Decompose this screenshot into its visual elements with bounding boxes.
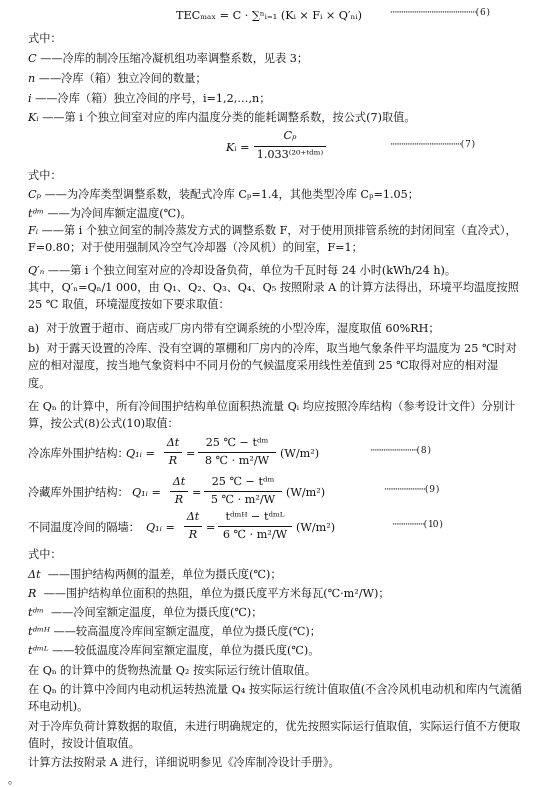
definition-fi	[28, 222, 520, 257]
equation-10-fraction-2-numerator: tᵈᵐᴴ − tᵈᵐᴸ	[225, 510, 285, 523]
equation-8-lhs: Q₁ᵢ =	[126, 447, 155, 460]
paragraph-q1: 在 Qₙ 的计算中，所有冷间围护结构单位面积热流量 Qᵢ 均应按照冷库结构（参考设计文件）分别计算，按公式(8)公式(10)取值：	[28, 400, 516, 431]
definition-cp	[28, 187, 419, 202]
definition-text: ——围护结构单位面积的热阻，单位为摄氏度平方米每瓦(℃·m²/W)；	[43, 587, 390, 600]
symbol: i	[28, 92, 32, 105]
equation-9-fraction-1-bar	[170, 491, 188, 492]
equation-10-fraction-1-bar	[184, 526, 202, 527]
equation-8-fraction-2-denominator: 8 ℃ · m²/W	[204, 454, 270, 467]
definition-text: ——冷库的制冷压缩冷凝机组功率调整系数，见表 3；	[40, 52, 309, 65]
definition-text: ——较低温度冷库间室额定温度，单位为摄氏度(℃)。	[52, 644, 320, 657]
list-marker: a)	[28, 322, 40, 335]
definition-text: ——较高温度冷库间室额定温度，单位为摄氏度(℃)；	[53, 625, 321, 638]
equation-8-equals: =	[186, 447, 196, 460]
equation-number-8: ·························( 8 )	[370, 446, 430, 456]
definition-tdm-2	[28, 605, 262, 620]
equation-9-fraction-2-bar	[204, 491, 282, 492]
definition-text: ——第 i 个独立间室的制冷蒸发方式的调整系数 F，对于使用顶排管系统的封闭间室（直冷式），F=0.80；对于使用强制风冷空气冷却器（冷风机）的间室，F=1；	[28, 224, 517, 255]
equation-10-lhs: Q₁ᵢ =	[146, 521, 175, 534]
equation-10-fraction-2-denominator: 6 ℃ · m²/W	[222, 528, 288, 541]
equation-8-fraction-1-numerator: Δt	[166, 436, 180, 449]
list-marker: b)	[28, 342, 40, 355]
symbol: C	[28, 52, 37, 65]
definition-n	[28, 71, 207, 86]
definition-text: ——冷库（箱）独立冷间的序号，i=1,2,…,n；	[35, 92, 271, 105]
equation-10-fraction-1-denominator: R	[188, 528, 198, 541]
symbol: R	[28, 587, 37, 600]
equation-10-fraction-2-bar	[218, 526, 292, 527]
definition-c	[28, 51, 308, 66]
paragraph-rule: 对于冷库负荷计算数据的取值，未进行明确规定的，优先按照实际运行值取值，实际运行值不方便取值时，按设计值取值。	[28, 720, 521, 751]
paragraph-reference: 计算方法按附录 A 进行，详细说明参见《冷库制冷设计手册》。	[28, 756, 340, 769]
definition-text: ——为冷库类型调整系数，装配式冷库 Cₚ=1.4，其他类型冷库 Cₚ=1.05；	[44, 188, 419, 201]
equation-number-9: ······················( 9 )	[384, 485, 439, 495]
list-text: 对于放置于超市、商店或厂房内带有空调系统的小型冷库，湿度取值 60%RH；	[46, 322, 440, 335]
equation-8-fraction-1-denominator: R	[168, 454, 178, 467]
where-label-1: 式中：	[28, 32, 62, 45]
paragraph-qn: 其中，Q′ₙ=Qₙ/1 000，由 Q₁、Q₂、Q₃、Q₄、Q₅ 按照附录 A 的计算方法得出，环境平均温度按照 25 ℃ 取值，环境湿度按如下要求取值：	[28, 281, 519, 312]
symbol: Q′ₙ	[28, 264, 45, 277]
symbol: tᵈᵐ	[28, 207, 44, 220]
list-item-a	[28, 321, 440, 336]
equation-10-equals: =	[206, 521, 216, 534]
equation-10-fraction-1-numerator: Δt	[186, 510, 200, 523]
symbol: n	[28, 72, 36, 85]
symbol: Fᵢ	[28, 224, 39, 237]
equation-7-denominator: 1.033⁽²⁰⁺ᵗᵈᵐ⁾	[256, 148, 324, 161]
definition-tdmh	[28, 624, 321, 639]
paragraph-q4: 在 Qₙ 的计算中冷间内电动机运转热流量 Q₄ 按实际运行统计值取值(不含冷风机电动机和库内气流循环电动机)。	[28, 683, 522, 714]
equation-10-label: 不同温度冷间的隔墙：	[28, 521, 140, 534]
symbol: tᵈᵐ	[28, 606, 44, 619]
equation-8-unit: (W/m²)	[280, 447, 320, 460]
equation-number-6: ··············································( 6 )	[390, 8, 490, 18]
equation-9-fraction-1-numerator: Δt	[172, 475, 186, 488]
equation-9-lhs: Q₁ᵢ =	[132, 486, 161, 499]
definition-text: ——为冷间库额定温度(℃)。	[47, 207, 192, 220]
list-text: 对于露天设置的冷库、没有空调的罩棚和厂房内的冷库，取当地气象条件平均温度为 25 ℃时对应的相对湿度，按当地气象资料中不同月份的气候温度采用线性差值到 25 ℃取得对应的相对湿度。	[28, 342, 517, 390]
symbol: Cₚ	[28, 188, 42, 201]
equation-7-lhs: Kᵢ =	[226, 141, 250, 154]
equation-8-fraction-2-bar	[198, 452, 276, 453]
definition-i	[28, 91, 270, 106]
definition-qn	[28, 263, 456, 278]
definition-text: ——第 i 个独立间室对应的冷却设备负荷，单位为千瓦时每 24 小时(kWh/24 h)。	[47, 264, 457, 277]
equation-9-fraction-2-denominator: 5 ℃ · m²/W	[210, 493, 276, 506]
definition-text: ——第 i 个独立间室对应的库内温度分类的能耗调整系数，按公式(7)取值。	[42, 111, 416, 124]
equation-number-10: ·················( 10 )	[392, 520, 442, 530]
symbol: Δt	[28, 568, 41, 581]
equation-8-fraction-2-numerator: 25 ℃ − tᵈᵐ	[205, 436, 269, 449]
equation-10-unit: (W/m²)	[296, 521, 336, 534]
definition-text: ——围护结构两侧的温差，单位为摄氏度(℃)；	[47, 568, 282, 581]
equation-8-label: 冷冻库外围护结构：	[28, 447, 129, 460]
definition-r	[28, 586, 390, 601]
definition-text: ——冷库（箱）独立冷间的数量；	[38, 72, 207, 85]
definition-tdm	[28, 206, 192, 221]
equation-number-7: ······································( 7 )	[390, 140, 475, 150]
symbol: tᵈᵐᴴ	[28, 625, 50, 638]
definition-ki	[28, 110, 416, 125]
equation-9-fraction-1-denominator: R	[174, 493, 184, 506]
definition-text: ——冷间室额定温度，单位为摄氏度(℃)；	[50, 606, 263, 619]
equation-6: TECₘₐₓ = C · ∑ⁿᵢ₌₁ (Kᵢ × Fᵢ × Q′ₙᵢ)	[176, 9, 362, 22]
definition-delta-t	[28, 567, 282, 582]
paragraph-q2: 在 Qₙ 的计算中的货物热流量 Q₂ 按实际运行统计值取值。	[28, 664, 317, 677]
where-label-2: 式中：	[28, 169, 62, 182]
equation-7-numerator: Cₚ	[283, 129, 297, 142]
where-label-3: 式中：	[28, 548, 62, 561]
equation-7-fraction-bar	[254, 146, 326, 147]
list-item-b	[28, 340, 520, 392]
equation-9-equals: =	[192, 486, 202, 499]
equation-9-fraction-2-numerator: 25 ℃ − tᵈᵐ	[211, 475, 275, 488]
definition-tdml	[28, 643, 319, 658]
symbol: tᵈᵐᴸ	[28, 644, 49, 657]
equation-9-unit: (W/m²)	[286, 486, 326, 499]
equation-8-fraction-1-bar	[164, 452, 182, 453]
symbol: Kᵢ	[28, 111, 39, 124]
trailing-punctuation: 。	[8, 773, 20, 786]
equation-9-label: 冷藏库外围护结构：	[28, 486, 129, 499]
